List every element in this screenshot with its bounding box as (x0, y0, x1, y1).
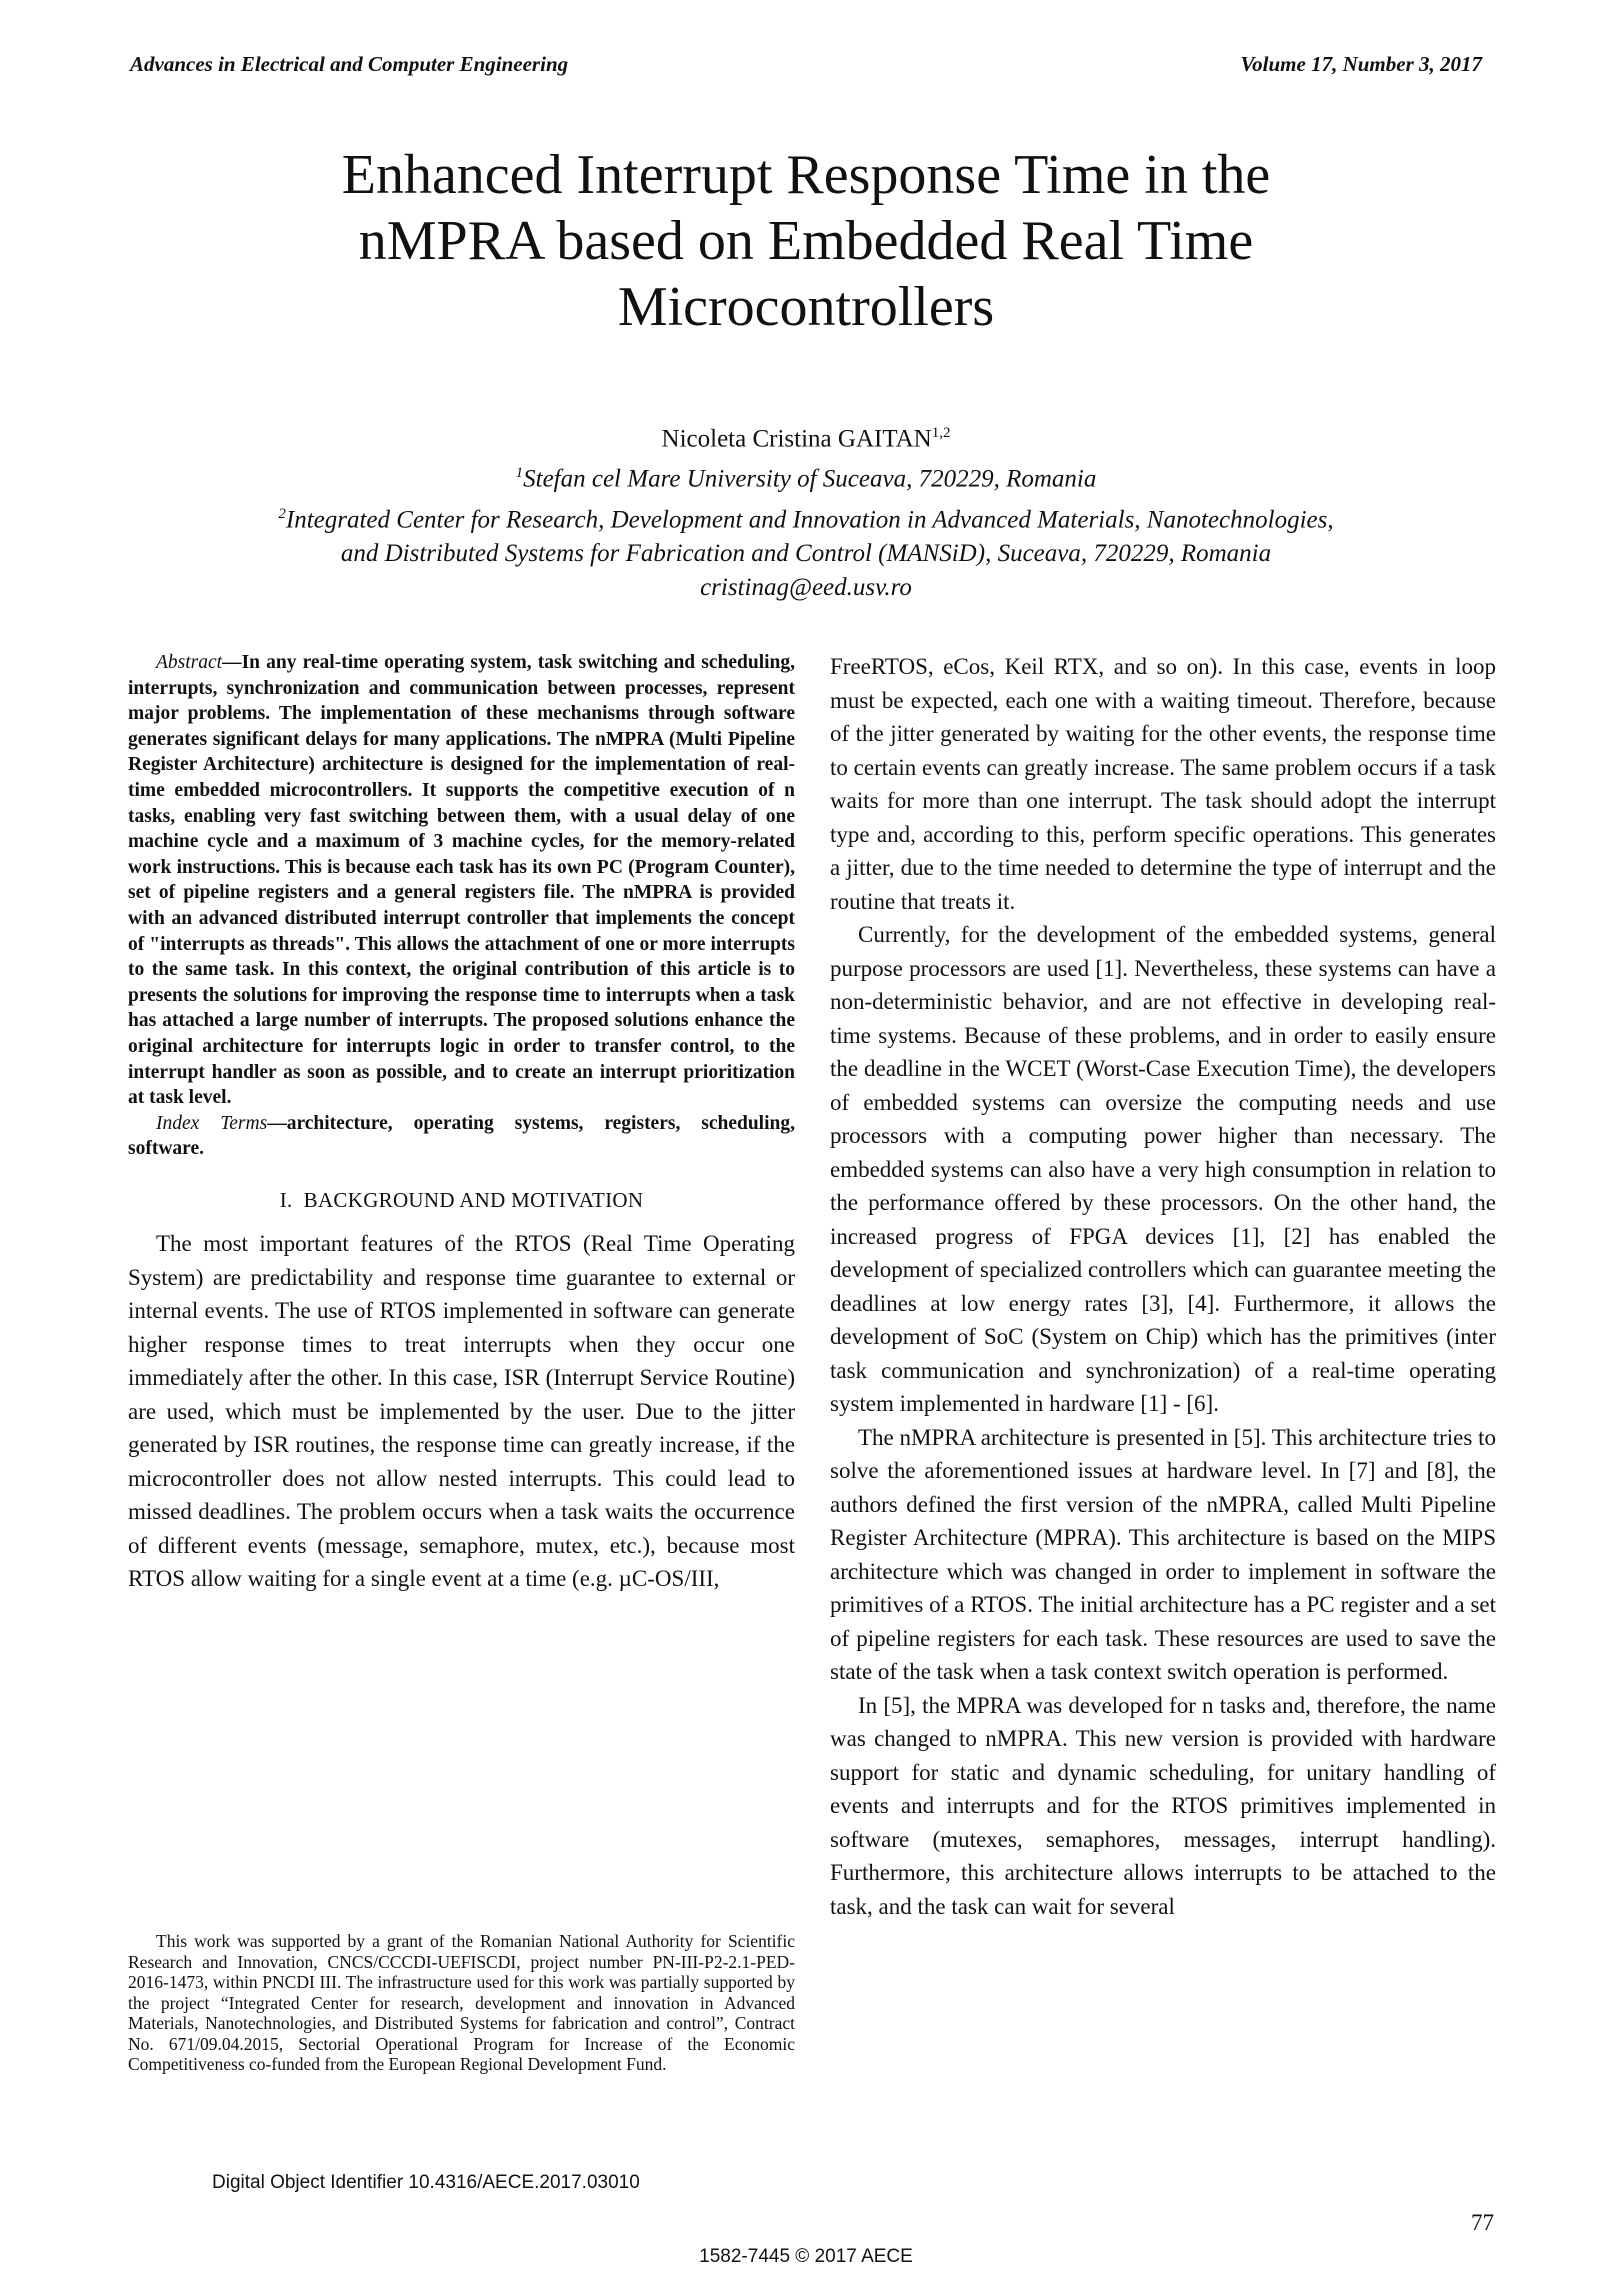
abstract-lead: Abstract (156, 652, 223, 673)
right-paragraph-4: In [5], the MPRA was developed for n tasks and, therefore, the name was changed to nMPRA. This new version is provided with hardware support for static and dynamic scheduling, for unitary handling of events and interrupts and for the RTOS primitives implemented in software (mutexes, semaphores, messages, interrupt handling). Furthermore, this architecture allows interrupts to be attached to the task, and the task can wait for several (830, 1692, 1496, 1919)
affiliation-2-line-1: Integrated Center for Research, Development and Innovation in Advanced Materials, Nanotechnologies, (285, 505, 1334, 533)
affiliation-1 (130, 456, 1482, 496)
section-title-rest-1: ACKGROUND AND (317, 1187, 512, 1212)
author-name-line (130, 416, 1482, 456)
author-block (130, 416, 1482, 605)
index-terms (128, 1111, 795, 1162)
right-paragraph-3: The nMPRA architecture is presented in [5]. This architecture tries to solve the aforementioned issues at hardware level. In [7] and [8], the authors defined the first version of the nMPRA, called Multi Pipeline Register Architecture (MPRA). This architecture is based on the MIPS architecture which was changed in order to implement in software the primitives of a RTOS. The initial architecture has a PC register and a set of pipeline registers for each task. These resources are used to save the state of the task when a task context switch operation is performed. (830, 1424, 1496, 1684)
affiliation-1-text: Stefan cel Mare University of Suceava, 720229, Romania (523, 465, 1097, 493)
section-title-b: B (303, 1187, 318, 1212)
title-line-2: nMPRA based on Embedded Real Time (358, 210, 1254, 272)
journal-name: Advances in Electrical and Computer Engineering (130, 52, 569, 76)
right-column (830, 650, 1496, 1923)
index-terms-text: —architecture, operating systems, registers, scheduling, software. (128, 1112, 795, 1160)
funding-footnote: This work was supported by a grant of the Romanian National Authority for Scientific Research and Innovation, CNCS/CCCDI-UEFISCDI, project number PN-III-P2-2.1-PED-2016-1473, within PNCDI III. The infrastructure used for this work was partially supported by the project “Integrated Center for research, development and innovation in Advanced Materials, Nanotechnologies, and Distributed Systems for fabrication and control”, Contract No. 671/09.04.2015, Sectorial Operational Program for Increase of the Economic Competitiveness co-funded from the European Regional Development Fund. (128, 1931, 795, 2074)
right-paragraph-1: FreeRTOS, eCos, Keil RTX, and so on). In this case, events in loop must be expected, each one with a waiting timeout. Therefore, because of the jitter generated by waiting for the other events, the response time to certain events can greatly increase. The same problem occurs if a task waits for more than one interrupt. The task should adopt the interrupt type and, according to this, perform specific operations. This generates a jitter, due to the time needed to determine the type of interrupt and the routine that treats it. (830, 654, 1496, 914)
author-superscript: 1,2 (931, 425, 951, 441)
affiliation-1-superscript: 1 (515, 465, 524, 482)
abstract-text: —In any real-time operating system, task switching and scheduling, interrupts, synchronization and communication between processes, represent major problems. The implementation of these mechanisms through software generates significant delays for many applications. The nMPRA (Multi Pipeline Register Architecture) architecture is designed for the implementation of real-time embedded microcontrollers. It supports the competitive execution of n tasks, enabling very fast switching between them, with a usual delay of one machine cycle and a maximum of 3 machine cycles, for the memory-related work instructions. This is because each task has its own PC (Program Counter), set of pipeline registers and a general registers file. The nMPRA is provided with an advanced distributed interrupt controller that implements the concept of "interrupts as threads". This allows the attachment of one or more interrupts to the same task. In this context, the original contribution of this article is to presents the solutions for improving the response time to interrupts when a task has attached a large number of interrupts. The proposed solutions enhance the original architecture for interrupts logic in order to transfer control, to the interrupt handler as soon as possible, and to create an interrupt prioritization at task level. (128, 652, 795, 1109)
doi: Digital Object Identifier 10.4316/AECE.2017.03010 (212, 2172, 640, 2193)
issn-copyright: 1582-7445 © 2017 AECE (699, 2246, 913, 2267)
left-column (128, 650, 795, 1596)
section-heading (128, 1184, 795, 1218)
section-title-rest-2: OTIVATION (530, 1187, 644, 1212)
affiliation-2 (130, 497, 1482, 537)
page-number: 77 (1471, 2210, 1494, 2235)
title-line-3: Microcontrollers (617, 276, 995, 338)
author-email: cristinag@eed.usv.ro (700, 573, 912, 601)
affiliation-2-continued: and Distributed Systems for Fabrication and Control (MANSiD), Suceava, 720229, Romania (340, 539, 1272, 567)
author-name: Nicoleta Cristina GAITAN (661, 425, 932, 453)
affiliation-2-superscript: 2 (278, 505, 286, 522)
paper-title (130, 142, 1482, 340)
volume-info: Volume 17, Number 3, 2017 (1240, 52, 1482, 76)
abstract (128, 650, 795, 1111)
title-line-1: Enhanced Interrupt Response Time in the (341, 144, 1271, 206)
section-paragraph-1: The most important features of the RTOS (Real Time Operating System) are predictability and response time guarantee to external or internal events. The use of RTOS implemented in software can generate higher response times to treat interrupts when they occur one immediately after the other. In this case, ISR (Interrupt Service Routine) are used, which must be implemented by the user. Due to the jitter generated by ISR routines, the response time can greatly increase, if the microcontroller does not allow nested interrupts. This could lead to missed deadlines. The problem occurs when a task waits the occurrence of different events (message, semaphore, mutex, etc.), because most RTOS allow waiting for a single event at a time (e.g. µC-OS/III, (128, 1231, 795, 1592)
section-title-m: M (511, 1187, 531, 1212)
section-number: I. (279, 1187, 293, 1212)
index-terms-lead: Index Terms (156, 1112, 268, 1134)
right-paragraph-2: Currently, for the development of the embedded systems, general purpose processors are used [1]. Nevertheless, these systems can have a non-deterministic behavior, and are not effective in developing real-time systems. Because of these problems, and in order to easily ensure the deadline in the WCET (Worst-Case Execution Time), the developers of embedded systems can oversize the computing needs and use processors with a computing power higher than necessary. The embedded systems can also have a very high consumption in relation to the performance offered by these processors. On the other hand, the increased progress of FPGA devices [1], [2] has enabled the development of specialized controllers which can guarantee meeting the deadlines at low energy rates [3], [4]. Furthermore, it allows the development of SoC (System on Chip) which has the primitives (inter task communication and synchronization) of a real-time operating system implemented in hardware [1] - [6]. (830, 922, 1496, 1416)
